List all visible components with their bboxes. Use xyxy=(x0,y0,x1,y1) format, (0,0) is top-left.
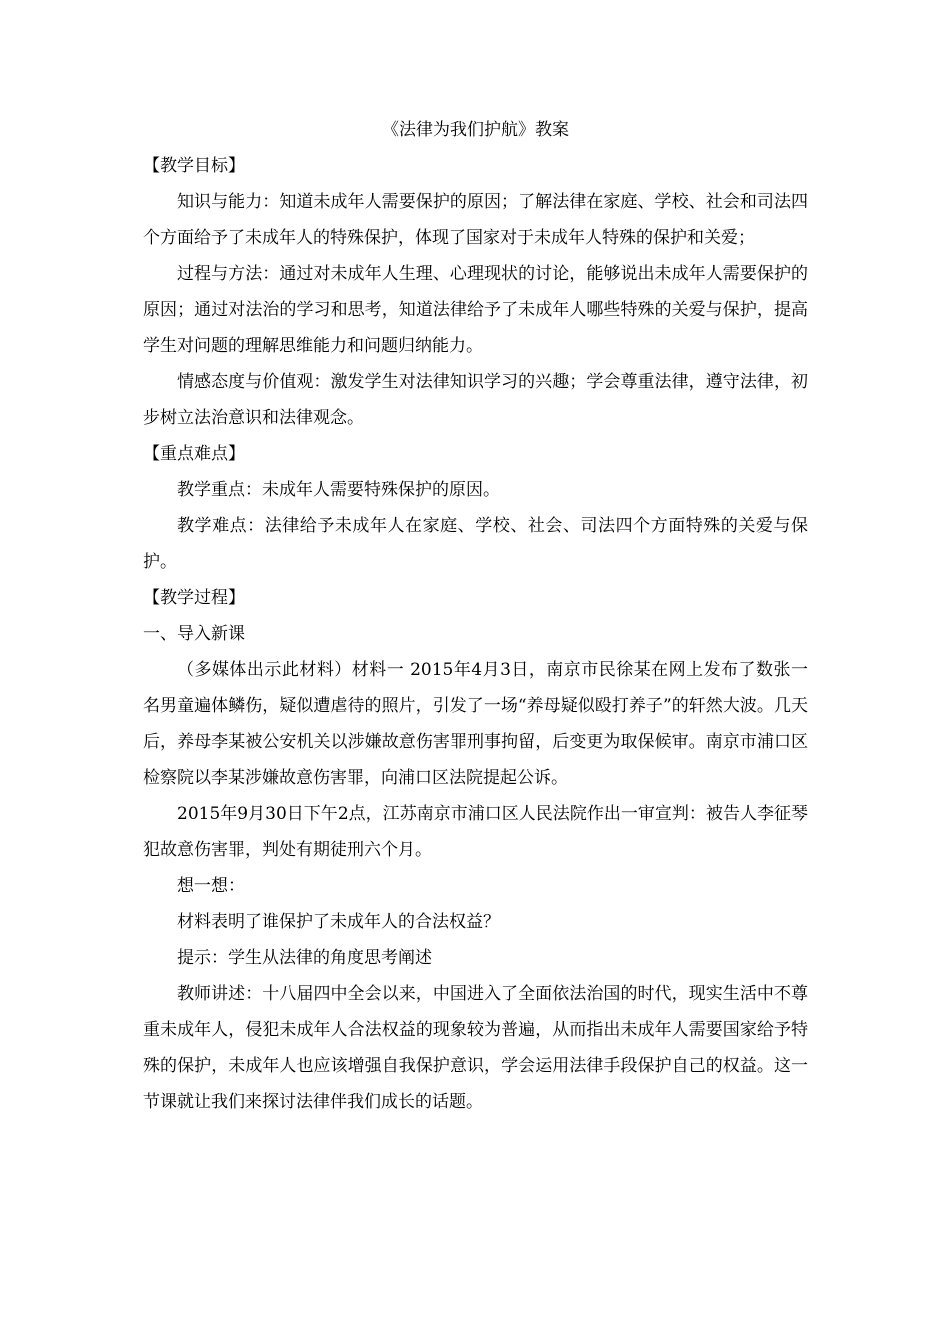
paragraph-key-point: 教学重点：未成年人需要特殊保护的原因。 xyxy=(177,480,500,500)
subsection-heading-intro: 一、导入新课 xyxy=(143,624,245,644)
section-heading-key-points: 【重点难点】 xyxy=(143,444,245,464)
document-title: 《法律为我们护航》教案 xyxy=(382,120,569,140)
paragraph-emotion: 情感态度与价值观：激发学生对法律知识学习的兴趣；学会尊重法律，遵守法律，初步树立法治意识和法律观念。 xyxy=(143,372,808,428)
document-page xyxy=(143,112,808,1120)
paragraph-think: 想一想： xyxy=(177,876,245,896)
paragraph-knowledge: 知识与能力：知道未成年人需要保护的原因；了解法律在家庭、学校、社会和司法四个方面给予了未成年人的特殊保护，体现了国家对于未成年人特殊的保护和关爱； xyxy=(143,192,808,248)
paragraph-hint: 提示：学生从法律的角度思考阐述 xyxy=(177,948,432,968)
section-heading-process: 【教学过程】 xyxy=(143,588,245,608)
paragraph-material-one: （多媒体出示此材料）材料一 2015年4月3日，南京市民徐某在网上发布了数张一名男童遍体鳞伤，疑似遭虐待的照片，引发了一场“养母疑似殴打养子”的轩然大波。几天后，养母李某被公安机关以涉嫌故意伤害罪刑事拘留，后变更为取保候审。南京市浦口区检察院以李某涉嫌故意伤害罪，向浦口区法院提起公诉。 xyxy=(143,660,808,788)
paragraph-difficult-point: 教学难点：法律给予未成年人在家庭、学校、社会、司法四个方面特殊的关爱与保护。 xyxy=(143,516,808,572)
paragraph-teacher-talk: 教师讲述：十八届四中全会以来，中国进入了全面依法治国的时代，现实生活中不尊重未成年人，侵犯未成年人合法权益的现象较为普遍，从而指出未成年人需要国家给予特殊的保护，未成年人也应该增强自我保护意识，学会运用法律手段保护自己的权益。这一节课就让我们来探讨法律伴我们成长的话题。 xyxy=(143,984,808,1112)
section-heading-objectives: 【教学目标】 xyxy=(143,156,245,176)
paragraph-verdict: 2015年9月30日下午2点，江苏南京市浦口区人民法院作出一审宣判：被告人李征琴犯故意伤害罪，判处有期徒刑六个月。 xyxy=(143,804,808,860)
paragraph-question: 材料表明了谁保护了未成年人的合法权益？ xyxy=(177,912,500,932)
paragraph-process: 过程与方法：通过对未成年人生理、心理现状的讨论，能够说出未成年人需要保护的原因；通过对法治的学习和思考，知道法律给予了未成年人哪些特殊的关爱与保护，提高学生对问题的理解思维能力和问题归纳能力。 xyxy=(143,264,808,356)
